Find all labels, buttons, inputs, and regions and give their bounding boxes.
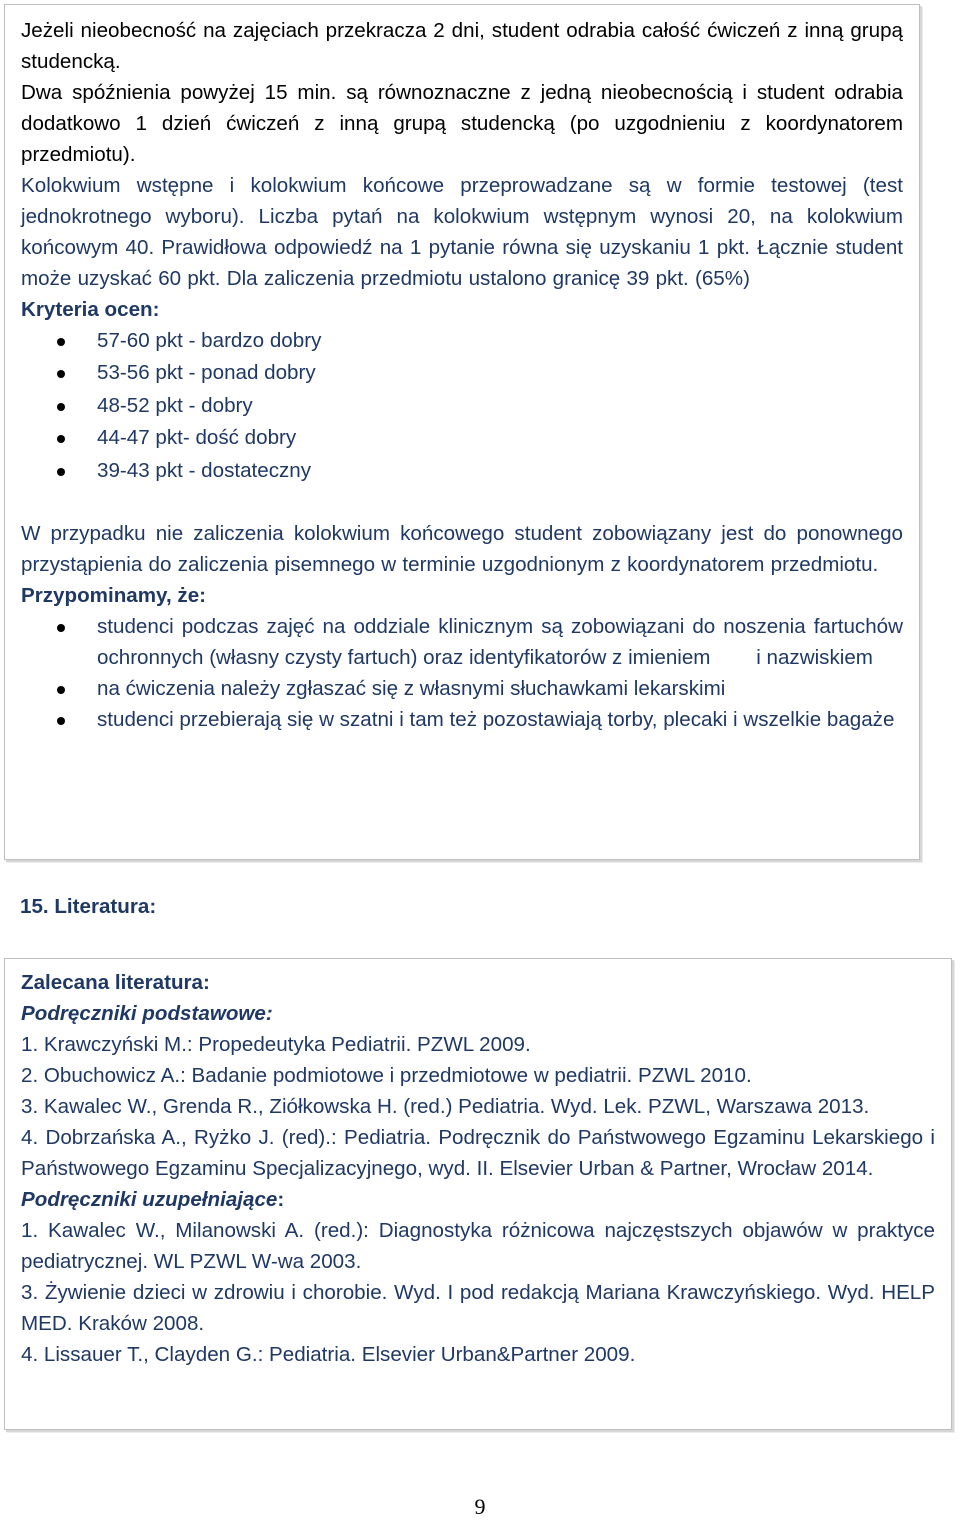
absence-rule-text: Jeżeli nieobecność na zajęciach przekracza 2 dni, student odrabia całość ćwiczeń z inną grupą studencką. [21,19,903,73]
section-heading: 15. Literatura: [20,895,157,918]
criteria-item: 39-43 pkt - dostateczny [21,455,903,487]
reminder-list [21,611,909,735]
criteria-item: 48-52 pkt - dobry [21,390,903,422]
basic-literature-item: 4. Dobrzańska A., Ryżko J. (red).: Pediatria. Podręcznik do Państwowego Egzaminu Lekarskiego i Państwowego Egzaminu Specjalizacyjnego, wyd. II. Elsevier Urban & Partner, Wrocław 2014. [21,1126,935,1180]
supplementary-literature-item: 3. Żywienie dzieci w zdrowiu i chorobie. Wyd. I pod redakcją Mariana Krawczyńskiego. Wyd. HELP MED. Kraków 2008. [21,1281,935,1335]
basic-textbooks-label: Podręczniki podstawowe: [21,1002,273,1025]
bullet-icon [57,624,65,632]
supplementary-textbooks-label: Podręczniki uzupełniające: [21,1188,285,1211]
bullet-icon [57,435,65,443]
recommended-literature-label: Zalecana literatura: [21,971,210,994]
bullet-icon [57,686,65,694]
kolokwium-rules-text [21,170,903,294]
page-number: 9 [474,1494,486,1519]
basic-literature-item: 1. Krawczyński M.: Propedeutyka Pediatrii. PZWL 2009. [21,1033,531,1056]
bullet-icon [57,717,65,725]
bullet-icon [57,468,65,476]
reminder-item: studenci podczas zajęć na oddziale klinicznym są zobowiązani do noszenia fartuchów ochronnych (własny czysty fartuch) oraz identyfikatorów z imieniem i nazwiskiem [21,611,903,673]
bullet-icon [57,403,65,411]
criteria-heading: Kryteria ocen: [21,298,160,321]
criteria-item: 57-60 pkt - bardzo dobry [21,325,903,357]
criteria-item: 53-56 pkt - ponad dobry [21,357,903,389]
reminder-item: na ćwiczenia należy zgłaszać się z własnymi słuchawkami lekarskimi [21,673,903,704]
assessment-rules-box [4,4,920,860]
reminder-heading: Przypominamy, że: [21,584,207,608]
criteria-item: 44-47 pkt- dość dobry [21,422,903,454]
basic-literature-item: 3. Kawalec W., Grenda R., Ziółkowska H. (red.) Pediatria. Wyd. Lek. PZWL, Warszawa 2013. [21,1095,870,1118]
bullet-icon [57,370,65,378]
spacer [21,487,903,518]
supplementary-literature-item: 4. Lissauer T., Clayden G.: Pediatria. Elsevier Urban&Partner 2009. [21,1343,636,1366]
bullet-icon [57,338,65,346]
supplementary-literature-item: 1. Kawalec W., Milanowski A. (red.): Diagnostyka różnicowa najczęstszych objawów w praktyce pediatrycznej. WL PZWL W-wa 2003. [21,1219,935,1273]
lateness-rule-text: Dwa spóźnienia powyżej 15 min. są równoznaczne z jedną nieobecnością i student odrabia dodatkowo 1 dzień ćwiczeń z inną grupą studencką (po uzgodnieniu z koordynatorem przedmiotu). [21,81,903,166]
basic-literature-item: 2. Obuchowicz A.: Badanie podmiotowe i przedmiotowe w pediatrii. PZWL 2010. [21,1064,752,1087]
reminder-item: studenci przebierają się w szatni i tam też pozostawiają torby, plecaki i wszelkie bagaże [21,704,903,735]
criteria-list [21,325,903,487]
kolokwium-scoring-text: Liczba pytań na kolokwium wstępnym wynosi 20, na kolokwium końcowym 40. Prawidłowa odpowiedź na 1 pytanie równa się uzyskaniu 1 pkt. Łącznie student może uzyskać 60 pkt. Dla zaliczenia przedmiotu ustalono granicę 39 pkt. (65%) [21,205,903,290]
kolokwium-format-text: Kolokwium wstępne i kolokwium końcowe przeprowadzane są w formie testowej (test jednokrotnego wyboru). [21,174,903,228]
literature-box [4,958,952,1430]
fail-rule-text: W przypadku nie zaliczenia kolokwium końcowego student zobowiązany jest do ponownego przystąpienia do zaliczenia pisemnego w terminie uzgodnionym z koordynatorem przedmiotu. [21,522,903,577]
